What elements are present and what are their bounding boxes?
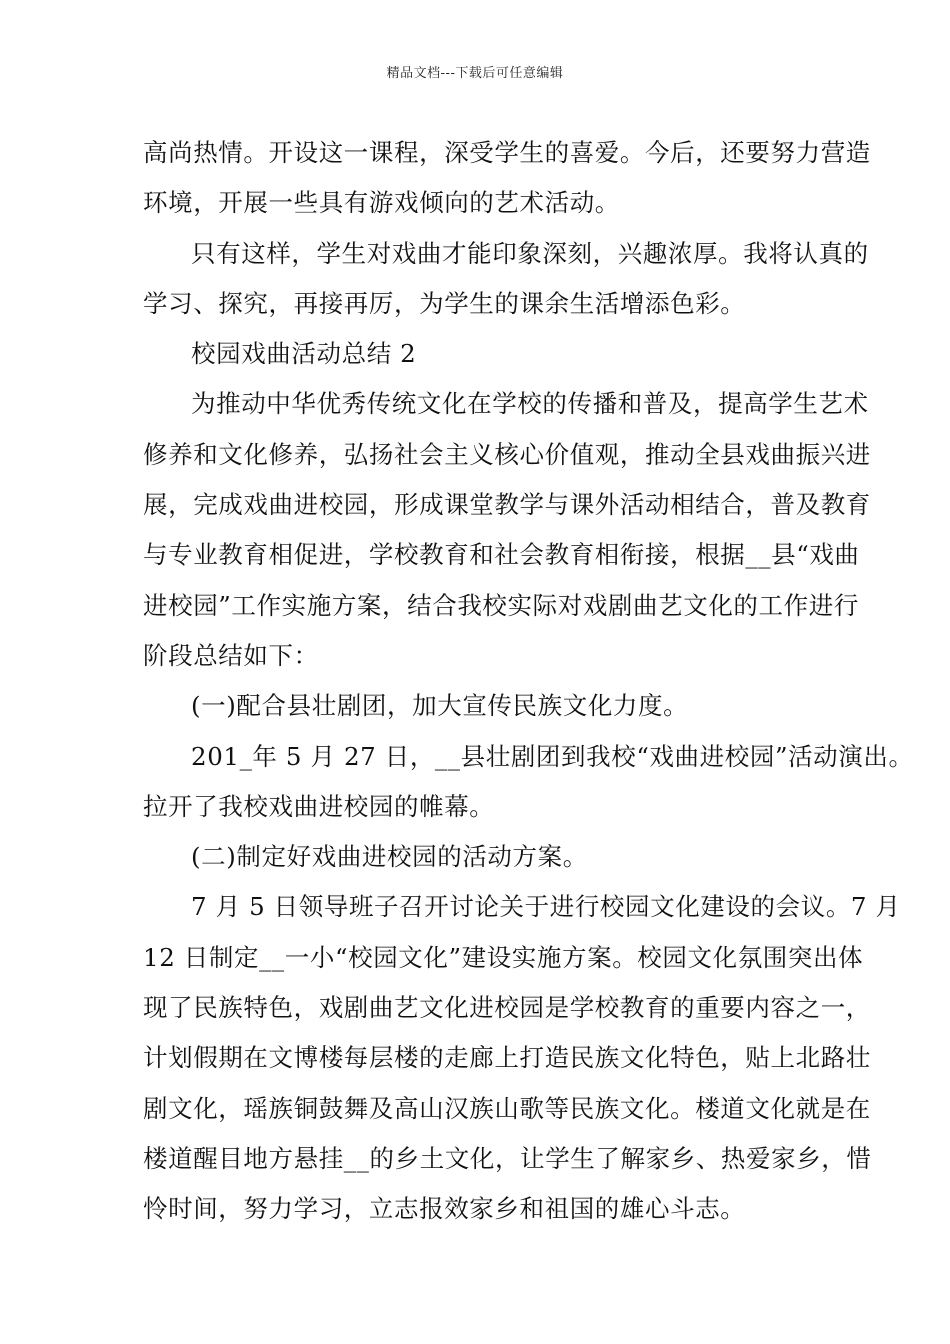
- text-line: 学习、探究，再接再厉，为学生的课余生活增添色彩。: [143, 288, 746, 318]
- document-body: [143, 128, 914, 1235]
- text-line: 7 月 5 日领导班子召开讨论关于进行校园文化建设的会议。7 月: [191, 892, 901, 922]
- text-line: 剧文化，瑶族铜鼓舞及高山汉族山歌等民族文化。楼道文化就是在: [143, 1093, 871, 1123]
- text-line: 楼道醒目地方悬挂__的乡土文化，让学生了解家乡、热爱家乡，惜: [143, 1143, 872, 1173]
- text-line: 为推动中华优秀传统文化在学校的传播和普及，提高学生艺术: [191, 389, 869, 419]
- subsection-heading: (二)制定好戏曲进校园的活动方案。: [191, 842, 588, 872]
- text-line: 修养和文化修养，弘扬社会主义核心价值观，推动全县戏曲振兴进: [143, 439, 871, 469]
- text-line: 只有这样，学生对戏曲才能印象深刻，兴趣浓厚。我将认真的: [191, 238, 869, 268]
- text-line: 进校园”工作实施方案，结合我校实际对戏剧曲艺文化的工作进行: [143, 590, 859, 620]
- text-line: 怜时间，努力学习，立志报效家乡和祖国的雄心斗志。: [143, 1194, 746, 1224]
- subsection-heading: (一)配合县壮剧团，加大宣传民族文化力度。: [191, 691, 689, 721]
- text-line: 高尚热情。开设这一课程，深受学生的喜爱。今后，还要努力营造: [143, 138, 871, 167]
- text-line: 阶段总结如下：: [143, 640, 319, 670]
- page-header: 精品文档---下载后可任意编辑: [386, 66, 564, 81]
- text-line: 12 日制定__一小“校园文化”建设实施方案。校园文化氛围突出体: [143, 942, 864, 972]
- text-line: 与专业教育相促进，学校教育和社会教育相衔接，根据__县“戏曲: [143, 540, 860, 570]
- section-heading: 校园戏曲活动总结 2: [191, 339, 417, 369]
- text-line: 现了民族特色，戏剧曲艺文化进校园是学校教育的重要内容之一，: [143, 993, 871, 1023]
- text-line: 拉开了我校戏曲进校园的帷幕。: [143, 791, 495, 821]
- text-line: 201_年 5 月 27 日，__县壮剧团到我校“戏曲进校园”活动演出。: [191, 741, 914, 771]
- text-line: 展，完成戏曲进校园，形成课堂教学与课外活动相结合，普及教育: [143, 490, 871, 520]
- text-line: 环境，开展一些具有游戏倾向的艺术活动。: [143, 188, 620, 218]
- text-line: 计划假期在文博楼每层楼的走廊上打造民族文化特色，贴上北路壮: [143, 1043, 871, 1073]
